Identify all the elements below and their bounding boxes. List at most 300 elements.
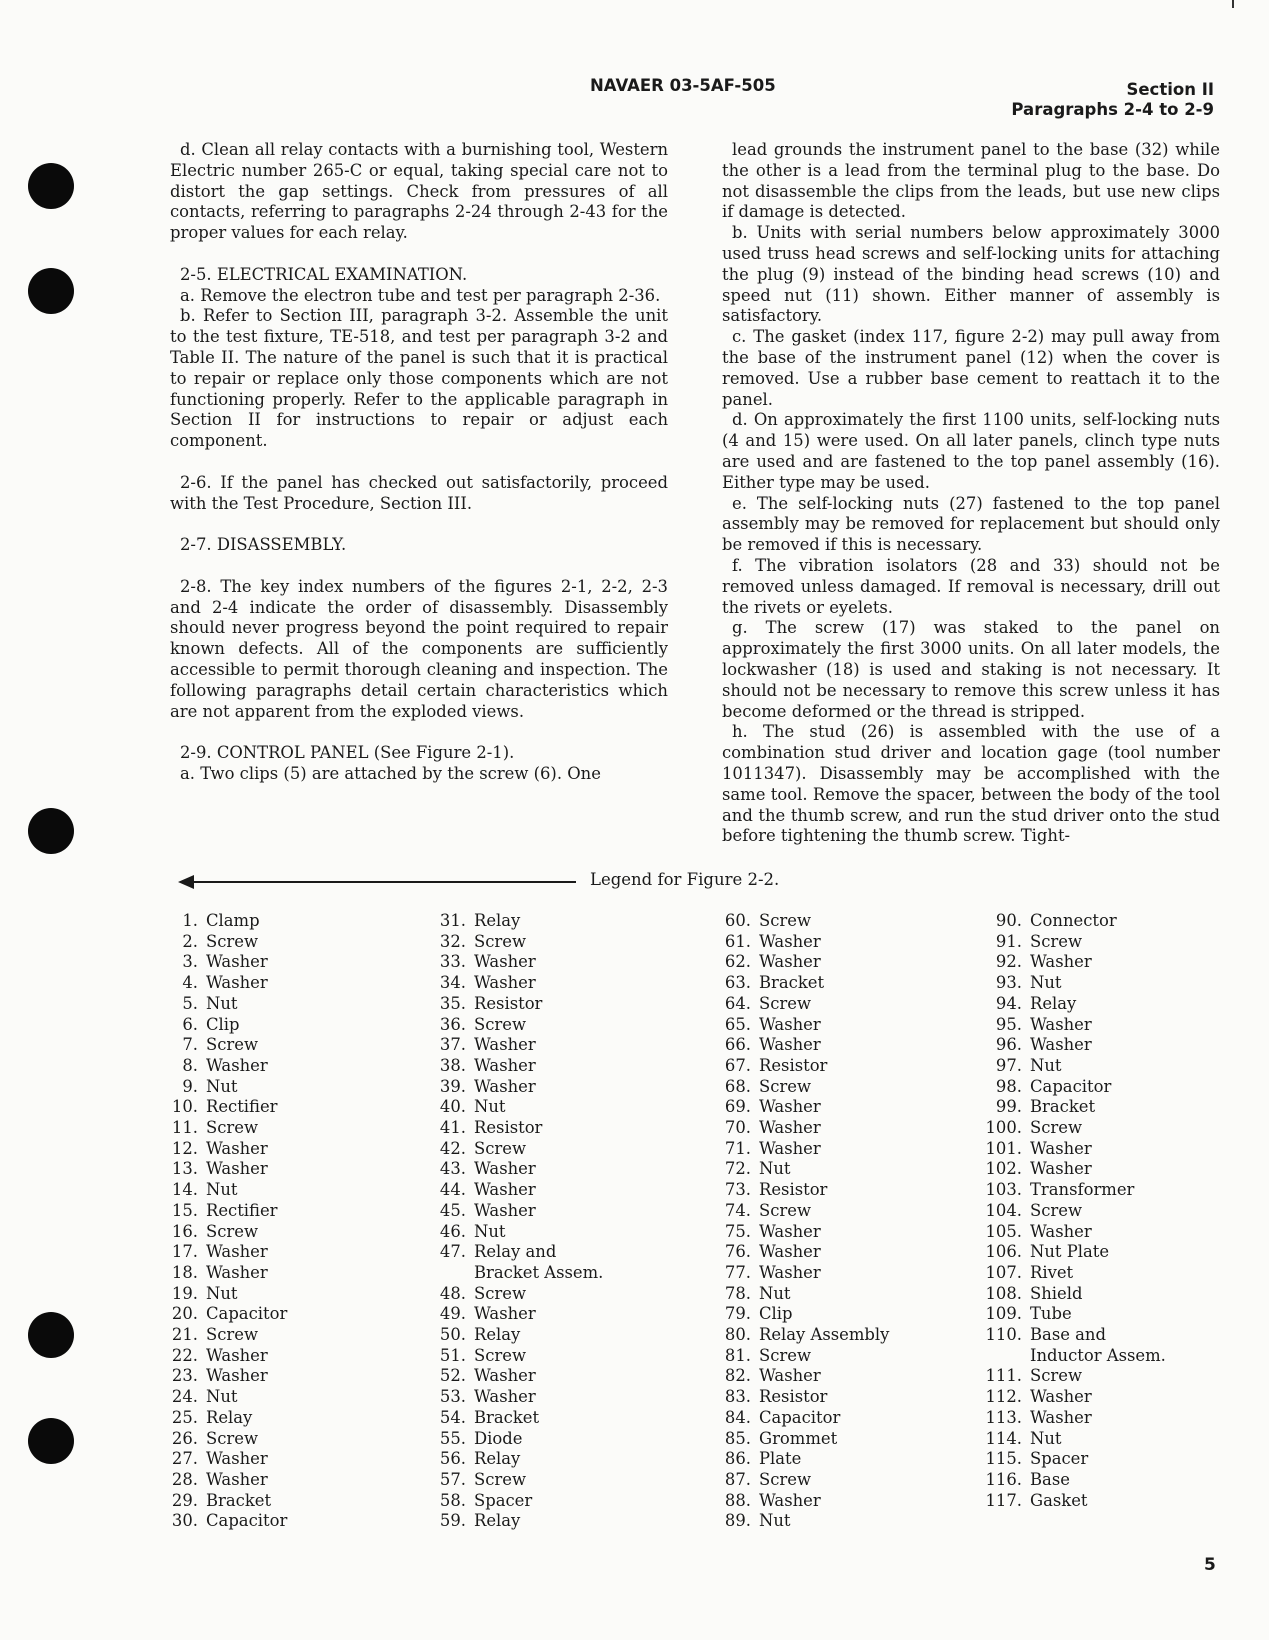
legend-item (984, 1056, 1166, 1077)
legend-item-number: 102. (985, 1159, 1022, 1179)
legend-item (713, 973, 889, 994)
legend-item (713, 1056, 889, 1077)
legend-item (984, 1284, 1166, 1305)
legend-item (713, 1097, 889, 1118)
binder-hole (28, 268, 74, 314)
legend-item-label: Nut (759, 1159, 791, 1179)
legend-item-number: 93. (995, 973, 1022, 993)
legend-item (713, 1035, 889, 1056)
legend-item-number: 30. (171, 1511, 198, 1531)
legend-item-number: 62. (724, 952, 751, 972)
paragraph: a. Two clips (5) are attached by the screw (6). One (180, 763, 601, 783)
legend-item-label: Screw (206, 1428, 258, 1448)
binder-hole (28, 163, 74, 209)
legend-item-number: 66. (724, 1035, 751, 1055)
legend-item-label: Clamp (206, 911, 260, 930)
legend-item-number: 57. (439, 1469, 466, 1489)
legend-item-number: 110. (985, 1325, 1022, 1345)
legend-item (428, 1491, 603, 1512)
legend-item-label: Nut (206, 1387, 238, 1407)
legend-item-label: Base and (1030, 1325, 1106, 1345)
legend-item-number: 6. (182, 1014, 198, 1034)
legend-item-number: 41. (439, 1118, 466, 1138)
legend-item (160, 1222, 287, 1243)
legend-item (713, 1015, 889, 1036)
legend-item-label: Washer (759, 1035, 821, 1055)
legend-item (428, 1222, 603, 1243)
legend-item-label: Grommet (759, 1428, 838, 1448)
legend-item-number: 88. (724, 1490, 751, 1510)
legend-item-label: Screw (474, 931, 526, 951)
legend-item-label: Capacitor (206, 1511, 288, 1531)
legend-item-label: Rectifier (206, 1200, 278, 1220)
legend-item (160, 1366, 287, 1387)
legend-item (428, 1159, 603, 1180)
legend-item-number: 25. (171, 1407, 198, 1427)
legend-item (428, 1056, 603, 1077)
legend-item-number: 24. (171, 1387, 198, 1407)
legend-item (160, 1097, 287, 1118)
legend-item-label: Washer (206, 1366, 268, 1386)
legend-item (713, 1346, 889, 1367)
legend-item (160, 1263, 287, 1284)
legend-item-label: Bracket (1030, 1097, 1096, 1117)
paragraph: 2-5. ELECTRICAL EXAMINATION. (180, 264, 468, 284)
legend-item (160, 932, 287, 953)
legend-item (160, 1284, 287, 1305)
legend-item-number: 34. (439, 973, 466, 993)
legend-item-number: 51. (439, 1345, 466, 1365)
legend-item-label: Rivet (1030, 1262, 1074, 1282)
legend-item-label: Spacer (1030, 1449, 1089, 1469)
legend-item (160, 1077, 287, 1098)
legend-item-number: 10. (171, 1097, 198, 1117)
legend-item-label: Screw (206, 1118, 258, 1138)
legend-item-label: Connector (1030, 911, 1117, 930)
legend-item-number: 115. (985, 1449, 1022, 1469)
legend-item (160, 1118, 287, 1139)
legend-item-number: 78. (724, 1283, 751, 1303)
legend-item-number: 59. (439, 1511, 466, 1531)
legend-item (984, 1118, 1166, 1139)
legend-item (984, 1180, 1166, 1201)
legend-item-label: Screw (1030, 1366, 1082, 1386)
legend-item-number: 76. (724, 1242, 751, 1262)
legend-item-number: 67. (724, 1055, 751, 1075)
paragraph: 2-6. If the panel has checked out satisfactorily, proceed with the Test Procedure, Section III. (170, 472, 668, 513)
legend-item-number: 106. (985, 1242, 1022, 1262)
legend-item-number: 91. (995, 931, 1022, 951)
legend-item (160, 1408, 287, 1429)
legend-item-label: Washer (206, 1159, 268, 1179)
paragraph: a. Remove the electron tube and test per paragraph 2-36. (180, 285, 661, 305)
legend-item-number: 47. (439, 1242, 466, 1262)
legend-item-label: Screw (474, 1345, 526, 1365)
page-number: 5 (1204, 1555, 1216, 1575)
legend-item-number: 5. (182, 993, 198, 1013)
legend-item (160, 1429, 287, 1450)
legend-item (713, 1118, 889, 1139)
paragraph: d. Clean all relay contacts with a burnishing tool, Western Electric number 265-C or equal, taking special care not to distort the gap settings. Check from pressures of all contacts, referring to paragraphs 2-24 through 2-43 for the proper values for each relay. (170, 140, 668, 243)
paragraph: b. Refer to Section III, paragraph 3-2. Assemble the unit to the test fixture, TE-518, and test per paragraph 3-2 and Table II. The nature of the panel is such that it is practical to repair or replace only those components which are not functioning properly. Refer to the applicable paragraph in Section II for instructions to repair or adjust each component. (170, 306, 668, 451)
legend-item-label: Resistor (474, 1118, 543, 1138)
legend-item (428, 1097, 603, 1118)
legend-item-number: 32. (439, 931, 466, 951)
legend-item-number: 71. (724, 1138, 751, 1158)
legend-item-label: Bracket (206, 1490, 272, 1510)
legend-item-number: 2. (182, 931, 198, 951)
legend-item (160, 1242, 287, 1263)
legend-item-number: 50. (439, 1325, 466, 1345)
legend-item-number: 87. (724, 1469, 751, 1489)
legend-item (160, 1325, 287, 1346)
legend-item-number: 21. (171, 1325, 198, 1345)
legend-item-label: Washer (759, 1138, 821, 1158)
legend-item-number: 44. (439, 1180, 466, 1200)
legend-item-label: Washer (474, 1076, 536, 1096)
legend-item-number: 70. (724, 1118, 751, 1138)
legend-item (713, 1139, 889, 1160)
legend-item-label: Screw (474, 1469, 526, 1489)
paragraph-gap (170, 514, 668, 535)
legend-item-label: Plate (759, 1449, 802, 1469)
legend-column-4 (984, 911, 1166, 1511)
legend-item-number: 48. (439, 1283, 466, 1303)
legend-item (428, 952, 603, 973)
legend-item (160, 1035, 287, 1056)
legend-item-label: Washer (759, 1366, 821, 1386)
legend-item-label: Washer (474, 973, 536, 993)
legend-item-number: 55. (439, 1428, 466, 1448)
legend-item (984, 1304, 1166, 1325)
legend-item-number: 114. (985, 1428, 1022, 1448)
legend-item (160, 1387, 287, 1408)
legend-item (160, 994, 287, 1015)
legend-item-label: Washer (759, 1490, 821, 1510)
legend-item-number: 40. (439, 1097, 466, 1117)
legend-item-number: 77. (724, 1262, 751, 1282)
legend-item (984, 952, 1166, 973)
legend-item (713, 1491, 889, 1512)
legend-item-label: Washer (1030, 1407, 1092, 1427)
legend-item-label: Washer (759, 1221, 821, 1241)
legend-item-number: 65. (724, 1014, 751, 1034)
legend-item-label: Bracket Assem. (474, 1262, 604, 1282)
legend-item-label: Resistor (759, 1387, 828, 1407)
legend-item-label: Washer (759, 1118, 821, 1138)
legend-item (984, 1015, 1166, 1036)
legend-item (428, 1449, 603, 1470)
legend-item-number: 1. (182, 911, 198, 930)
legend-item (428, 1015, 603, 1036)
legend-item-number: 15. (171, 1200, 198, 1220)
legend-item (984, 1222, 1166, 1243)
legend-item (428, 1304, 603, 1325)
legend-item-number: 101. (985, 1138, 1022, 1158)
legend-item-number: 81. (724, 1345, 751, 1365)
legend-item-label: Screw (759, 993, 811, 1013)
legend-item (428, 1366, 603, 1387)
legend-item-label: Washer (206, 1055, 268, 1075)
legend-item-label: Gasket (1030, 1490, 1088, 1510)
legend-item-label: Washer (1030, 1159, 1092, 1179)
legend-item (984, 1491, 1166, 1512)
legend-item-label: Washer (1030, 1014, 1092, 1034)
legend-item (160, 1470, 287, 1491)
legend-item-number: 20. (171, 1304, 198, 1324)
legend-item-number: 9. (182, 1076, 198, 1096)
legend-item (713, 994, 889, 1015)
legend-item (984, 973, 1166, 994)
legend-item-label: Clip (206, 1014, 240, 1034)
legend-item-label: Capacitor (206, 1304, 288, 1324)
legend-item-number: 36. (439, 1014, 466, 1034)
legend-item-number: 111. (985, 1366, 1022, 1386)
legend-item (713, 1201, 889, 1222)
legend-item (428, 1077, 603, 1098)
legend-item-number: 68. (724, 1076, 751, 1096)
paragraph: b. Units with serial numbers below approximately 3000 used truss head screws and self-locking units for attaching the plug (9) instead of the binding head screws (10) and speed nut (11) shown. Either manner of assembly is satisfactory. (722, 223, 1220, 326)
left-text-column (170, 140, 668, 785)
legend-item-label: Washer (474, 1200, 536, 1220)
legend-item-number: 83. (724, 1387, 751, 1407)
legend-item (160, 1449, 287, 1470)
legend-item-label: Washer (1030, 952, 1092, 972)
legend-item-label: Screw (759, 1200, 811, 1220)
legend-item-number: 33. (439, 952, 466, 972)
legend-item-number: 86. (724, 1449, 751, 1469)
legend-item-label: Resistor (759, 1180, 828, 1200)
legend-item-label: Screw (759, 1469, 811, 1489)
paragraph: lead grounds the instrument panel to the base (32) while the other is a lead from the terminal plug to the base. Do not disassemble the clips from the leads, but use new clips if damage is detected. (722, 140, 1220, 222)
legend-item-label: Screw (474, 1283, 526, 1303)
legend-item-number: 54. (439, 1407, 466, 1427)
legend-item-number: 96. (995, 1035, 1022, 1055)
legend-item-label: Nut (206, 1283, 238, 1303)
legend-item-label: Washer (1030, 1221, 1092, 1241)
legend-item (428, 932, 603, 953)
legend-item-number: 39. (439, 1076, 466, 1096)
legend-item (428, 1346, 603, 1367)
legend-item-number: 117. (985, 1490, 1022, 1510)
legend-item-label: Nut (759, 1511, 791, 1531)
legend-item-label: Nut (474, 1097, 506, 1117)
legend-item-number: 97. (995, 1055, 1022, 1075)
legend-item-label: Nut (206, 993, 238, 1013)
legend-item (160, 1491, 287, 1512)
legend-item-number: 49. (439, 1304, 466, 1324)
legend-item-number: 82. (724, 1366, 751, 1386)
legend-item (428, 1180, 603, 1201)
legend-item-label: Capacitor (759, 1407, 841, 1427)
legend-item-number: 109. (985, 1304, 1022, 1324)
legend-item-label: Washer (1030, 1035, 1092, 1055)
doc-number: NAVAER 03-5AF-505 (590, 76, 776, 95)
legend-item-number: 22. (171, 1345, 198, 1365)
legend-item (713, 1077, 889, 1098)
paragraph-gap (170, 452, 668, 473)
legend-item (713, 1263, 889, 1284)
legend-item-label: Nut Plate (1030, 1242, 1110, 1262)
legend-item-label: Diode (474, 1428, 523, 1448)
section-label: Section II (1126, 80, 1214, 99)
legend-item-label: Spacer (474, 1490, 533, 1510)
legend-item-label: Washer (474, 1366, 536, 1386)
legend-item-number: 12. (171, 1138, 198, 1158)
legend-item (713, 1511, 889, 1532)
legend-item-number: 89. (724, 1511, 751, 1531)
legend-item (160, 973, 287, 994)
legend-item-number: 16. (171, 1221, 198, 1241)
paragraph: d. On approximately the first 1100 units, self-locking nuts (4 and 15) were used. On all later panels, clinch type nuts are used and are fastened to the top panel assembly (16). Either type may be used. (722, 410, 1220, 492)
legend-column-1 (160, 911, 287, 1532)
legend-item-label: Capacitor (1030, 1076, 1112, 1096)
paragraph-gap (170, 556, 668, 577)
legend-item-label: Screw (206, 1325, 258, 1345)
legend-item-label: Washer (474, 952, 536, 972)
legend-item-label: Washer (759, 931, 821, 951)
legend-item-number: 43. (439, 1159, 466, 1179)
legend-item-number: 104. (985, 1200, 1022, 1220)
legend-item-label: Washer (1030, 1138, 1092, 1158)
legend-item-number: 103. (985, 1180, 1022, 1200)
legend-item-label: Washer (206, 1262, 268, 1282)
legend-item (713, 932, 889, 953)
legend-item-label: Base (1030, 1469, 1070, 1489)
paragraph: 2-9. CONTROL PANEL (See Figure 2-1). (180, 743, 515, 763)
legend-item-label: Relay (206, 1407, 253, 1427)
legend-item-label: Washer (206, 1449, 268, 1469)
legend-item-label: Relay (474, 1511, 521, 1531)
paragraph-gap (170, 244, 668, 265)
legend-item-label: Nut (1030, 973, 1062, 993)
legend-item (160, 1511, 287, 1532)
legend-item (428, 1387, 603, 1408)
legend-item (428, 973, 603, 994)
legend-item (428, 1429, 603, 1450)
legend-item-label: Washer (474, 1159, 536, 1179)
legend-item-label: Screw (474, 1138, 526, 1158)
legend-item-label: Relay and (474, 1242, 557, 1262)
legend-item-number: 38. (439, 1055, 466, 1075)
legend-item-number: 23. (171, 1366, 198, 1386)
legend-item-label: Screw (1030, 1118, 1082, 1138)
legend-column-2 (428, 911, 603, 1532)
legend-item-label: Nut (206, 1076, 238, 1096)
legend-item-number: 69. (724, 1097, 751, 1117)
legend-item (984, 1408, 1166, 1429)
legend-item (428, 1408, 603, 1429)
legend-item (984, 1242, 1166, 1263)
legend-item (984, 1201, 1166, 1222)
legend-item-number: 58. (439, 1490, 466, 1510)
legend-item-label: Washer (759, 1262, 821, 1282)
legend-item-number: 46. (439, 1221, 466, 1241)
legend-item-label: Relay (474, 1449, 521, 1469)
legend-item (713, 1408, 889, 1429)
legend-item-number: 4. (182, 973, 198, 993)
legend-item-label: Screw (206, 1221, 258, 1241)
legend-item-label: Washer (206, 1242, 268, 1262)
legend-item (984, 1035, 1166, 1056)
legend-item-number: 31. (439, 911, 466, 930)
legend-item (713, 1242, 889, 1263)
legend-rule (190, 881, 576, 883)
legend-item (160, 1304, 287, 1325)
legend-item-label: Clip (759, 1304, 793, 1324)
paragraph-range: Paragraphs 2-4 to 2-9 (1011, 100, 1214, 119)
legend-item-number: 112. (985, 1387, 1022, 1407)
legend-item (984, 1325, 1166, 1346)
legend-item-label: Bracket (474, 1407, 540, 1427)
legend-item-number: 108. (985, 1283, 1022, 1303)
legend-item-number: 27. (171, 1449, 198, 1469)
legend-item (160, 1056, 287, 1077)
legend-item-label: Relay (474, 911, 521, 930)
legend-item-number: 94. (995, 993, 1022, 1013)
legend-item (160, 1180, 287, 1201)
legend-item (428, 1470, 603, 1491)
binder-hole (28, 808, 74, 854)
legend-item-label: Relay Assembly (759, 1325, 890, 1345)
legend-item-label: Nut (1030, 1055, 1062, 1075)
legend-item (984, 1139, 1166, 1160)
binder-hole (28, 1312, 74, 1358)
legend-item-number: 35. (439, 993, 466, 1013)
legend-item-label: Washer (1030, 1387, 1092, 1407)
legend-item (713, 1470, 889, 1491)
legend-item-label: Screw (759, 911, 811, 930)
legend-item (713, 1325, 889, 1346)
legend-item (984, 1077, 1166, 1098)
paragraph: f. The vibration isolators (28 and 33) should not be removed unless damaged. If removal is necessary, drill out the rivets or eyelets. (722, 555, 1220, 617)
legend-item (428, 1263, 603, 1284)
legend-item-number: 26. (171, 1428, 198, 1448)
legend-item-label: Bracket (759, 973, 825, 993)
legend-item-label: Nut (759, 1283, 791, 1303)
paragraph: e. The self-locking nuts (27) fastened to the top panel assembly may be removed for replacement but should only be removed if this is necessary. (722, 493, 1220, 555)
legend-item-number: 42. (439, 1138, 466, 1158)
legend-item-number: 84. (724, 1407, 751, 1427)
legend-item-label: Washer (759, 1097, 821, 1117)
legend-item (984, 1263, 1166, 1284)
legend-item-label: Screw (1030, 931, 1082, 951)
legend-item (428, 1118, 603, 1139)
legend-item (713, 1429, 889, 1450)
legend-item-number: 56. (439, 1449, 466, 1469)
legend-item-number: 79. (724, 1304, 751, 1324)
legend-item-label: Washer (474, 1304, 536, 1324)
legend-column-3 (713, 911, 889, 1532)
legend-item (984, 1387, 1166, 1408)
legend-item-label: Relay (474, 1325, 521, 1345)
legend-item-number: 17. (171, 1242, 198, 1262)
legend-item (428, 1139, 603, 1160)
legend-item (428, 994, 603, 1015)
legend-item-label: Screw (759, 1345, 811, 1365)
legend-item-number: 19. (171, 1283, 198, 1303)
legend-item (428, 1242, 603, 1263)
legend-item (713, 1366, 889, 1387)
legend-item-label: Screw (206, 1035, 258, 1055)
legend-item (160, 1346, 287, 1367)
legend-item-number: 73. (724, 1180, 751, 1200)
legend-item-number: 107. (985, 1262, 1022, 1282)
legend-item-number: 95. (995, 1014, 1022, 1034)
legend-item-number: 85. (724, 1428, 751, 1448)
legend-item-number: 74. (724, 1200, 751, 1220)
legend-item (160, 1159, 287, 1180)
